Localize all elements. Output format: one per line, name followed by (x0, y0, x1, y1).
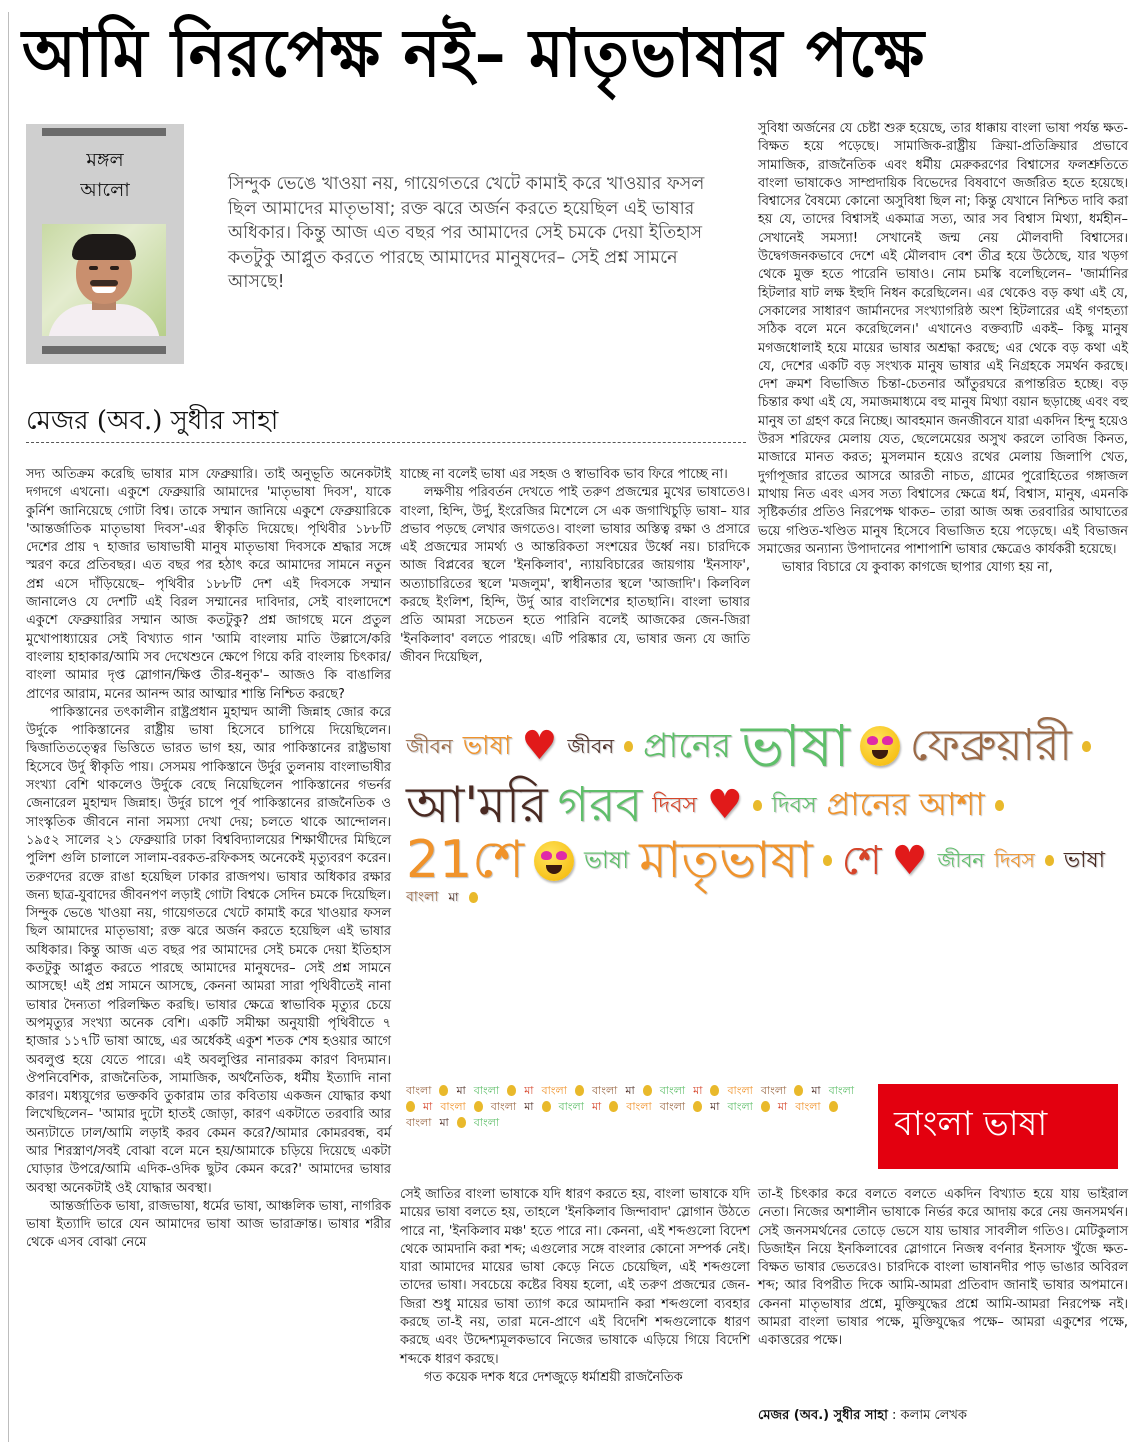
oil-lamp-icon (439, 1085, 448, 1096)
heart-eyes-emoji-icon (860, 726, 900, 766)
word-cloud-word: মাতৃভাষা (639, 831, 813, 890)
author-byline: মেজর (অব.) সুধীর সাহা (26, 406, 279, 436)
oil-lamp-icon (829, 1101, 838, 1112)
word-cloud-small-word: মা (439, 1116, 449, 1129)
word-cloud-small-word: মা (811, 1084, 821, 1097)
word-cloud-word: 21শে (406, 830, 525, 891)
oil-lamp-icon (474, 1101, 483, 1112)
signoff-name: মেজর (অব.) সুধীর সাহা (758, 1408, 888, 1423)
word-cloud-word: ভাষা (1063, 848, 1106, 874)
word-cloud-small-word: বাংলা (626, 1100, 652, 1113)
portrait-mustache (90, 280, 118, 286)
paragraph: পাকিস্তানের তৎকালীন রাষ্ট্রপ্রধান মুহাম্মদ আলী জিন্নাহ জোর করে উর্দুকে পাকিস্তানের রাষ্ট্রীয় ভাষা হিসেবে চাপিয়ে দিয়েছিলেন। দ্বিজাতিতত্ত্বের ভিত্তিতে ভারত ভাগ হয়, আর পাকিস্তানের রাষ্ট্রভাষা হিসেবে উর্দু স্বীকৃতি পায়। সেসময় পাকিস্তানে উর্দুর তুলনায় বাংলাভাষীর সংখ্যা বেশি থাকলেও উর্দুকে বেছে নিয়েছিলেন পাকিস্তানের গভর্নর জেনারেল মুহাম্মদ জিন্নাহ। উর্দুর চাপে পূর্ব পাকিস্তানের রাজনৈতিক ও সাংস্কৃতিক জীবনে নানা সমস্যা দেখা দেয়; চলতে থাকে আন্দোলন। ১৯৫২ সালের ২১ ফেব্রুয়ারি ঢাকা বিশ্ববিদ্যালয়ের শিক্ষার্থীদের মিছিলে পুলিশ গুলি চালালে সালাম-বরকত-রফিকসহ অনেকেই মৃত্যুবরণ করেন। তরুণদের রক্তে রাঙা হয়েছিল ঢাকার রাজপথ। ভাষার অধিকার রক্ষার জন্য ছাত্র-যুবাদের জীবনপণ লড়াই গোটা বিশ্বকে সেদিন চমকে দিয়েছিল। সিন্দুক ভেঙে খাওয়া নয়, গায়েগতরে খেটে কামাই করে খাওয়ার ফসল ছিল আমাদের মাতৃভাষা; রক্ত ঝরে অর্জন করতে হয়েছিল এই ভাষার অধিকার। কিন্তু আজ এত বছর পর আমাদের সেই চমকে দেয়া ইতিহাস কতটুকু আপ্লুত করতে পারছে আমাদের মানুষদের– সেই প্রশ্ন সামনে আসছে! এই প্রশ্ন সামনে আসছে, কেননা আমরা সারা পৃথিবীতেই নানা ভাষার দৈন্যতা পরিলক্ষিত করছি। ভাষার ক্ষেত্রে স্বাভাবিক মৃত্যুর চেয়ে অপমৃত্যুর সংখ্যা অনেক বেশি। একটি সমীক্ষা অনুযায়ী পৃথিবীতে ৭ হাজার ১১৭টি ভাষা আছে, এর অর্ধেকই একুশ শতক শেষ হওয়ার আগে অবলুপ্ত হয়ে যেতে পারে। এই অবলুপ্তির নানারকম কারণ বিদ্যমান। ঔপনিবেশিক, রাজনৈতিক, সামাজিক, অর্থনৈতিক, ধর্মীয় ইত্যাদি নানা কারণ। মধ্যযুগের ভক্তকবি তুকারাম তার কবিতায় একজন যোদ্ধার কথা লিখেছিলেন– 'আমার দুটো হাতই জোড়া, কারণ একটাতে তরবারি আর অন্যটাতে ঢাল/আমি লড়াই করব কেমন করে?/আমার কোমরবন্ধ, বর্ম আর শিরস্ত্রাণ/সবই বোঝা বলে মনে হয়/আমাকে চড়িয়ে দিয়েছে একটা ঘোড়ার উপরে/আমি এদিক-ওদিক ছুটব কেমন করে?' আমাদের ভাষার অবস্থা অনেকটাই ওই যোদ্ধার অবস্থা। (26, 704, 391, 1196)
article-column-3-continued (758, 1186, 1128, 1351)
word-cloud-small-word: বাংলা (490, 1100, 517, 1113)
word-cloud-small-word: বাংলা (406, 1116, 432, 1129)
dashed-divider (26, 442, 746, 443)
author-portrait (42, 224, 166, 336)
word-cloud-small-word: মা (625, 1084, 635, 1097)
badge-bottom-bar (42, 346, 166, 354)
heart-icon: ♥ (706, 782, 743, 829)
article-column-2 (400, 466, 750, 667)
word-cloud-small-word: বাংলা (473, 1084, 500, 1097)
oil-lamp-icon (507, 1085, 516, 1096)
oil-lamp-icon (710, 1085, 719, 1096)
column-name-line-1: মঙ্গল (86, 149, 124, 171)
oil-lamp-icon (753, 800, 762, 811)
word-cloud-small-words (406, 1084, 866, 1176)
word-cloud-word: ভাষা (584, 846, 630, 875)
pull-quote: সিন্দুক ভেঙে খাওয়া নয়, গায়েগতরে খেটে কামাই করে খাওয়ার ফসল ছিল আমাদের মাতৃভাষা; রক্ত ঝরে অর্জন করতে হয়েছিল এই ভাষার অধিকার। কিন্তু আজ এত বছর পর আমাদের সেই চমকে দেয়া ইতিহাস কতটুকু আপ্লুত করতে পারছে আমাদের মানুষদের– সেই প্রশ্ন সামনে আসছে! (228, 174, 705, 292)
word-cloud-word: ভাষা (740, 712, 850, 780)
oil-lamp-icon (823, 855, 832, 866)
badge-top-bar (42, 128, 166, 136)
word-cloud-small-word: বাংলা (473, 1116, 500, 1129)
paragraph: সেই জাতির বাংলা ভাষাকে যদি ধারণ করতে হয়, বাংলা ভাষাকে যদি মায়ের ভাষা বলতে হয়, তাহলে 'ইনকিলাব জিন্দাবাদ' স্লোগান উঠতে পারে না, 'ইনকিলাব মঞ্চ' হতে পারে না। কেননা, এই শব্দগুলো বিদেশ থেকে আমদানি করা শব্দ; এগুলোর সঙ্গে বাংলার কোনো সম্পর্ক নেই। যারা আমাদের মায়ের ভাষা কেড়ে নিতে চেয়েছিল, এই শব্দগুলো তাদের ভাষা। সবচেয়ে কষ্টের বিষয় হলো, এই তরুণ প্রজন্মের জেন-জিরা শুধু মায়ের ভাষা ত্যাগ করে আমদানি করা শব্দগুলো ব্যবহার করছে তা-ই নয়, তারা মনে-প্রাণে এই বিদেশি শব্দগুলোকে ধারণ করছে এবং উদ্দেশ্যমূলকভাবে নিজের ভাষাকে এড়িয়ে গিয়ে বিদেশি শব্দকে ধারণ করছে। (400, 1187, 750, 1367)
portrait-eye (89, 266, 98, 270)
bangla-bhasha-banner (878, 1084, 1118, 1169)
word-cloud-small-word: মা (524, 1084, 534, 1097)
oil-lamp-icon (1082, 741, 1091, 752)
paragraph: আন্তর্জাতিক ভাষা, রাজভাষা, ধর্মের ভাষা, আঞ্চলিক ভাষা, নাগরিক ভাষা ইত্যাদি ভারে যেন আমাদের ভাষা আজ ভারাক্রান্ত। ভাষার শরীর থেকে এসব বোঝা নেমে (26, 1198, 391, 1251)
word-cloud-small-word: বাংলা (541, 1084, 567, 1097)
word-cloud-small-word: বাংলা (659, 1100, 686, 1113)
oil-lamp-icon (575, 1085, 584, 1096)
oil-lamp-icon (794, 1085, 803, 1096)
word-cloud-word: দিবস (652, 792, 697, 818)
word-cloud-word: দিবস (994, 848, 1035, 873)
word-cloud-word: ফেব্রুয়ারী (909, 720, 1072, 772)
paragraph: ভাষার বিচারে যে কুবাক্য কাগজে ছাপার যোগ্য হয় না, (782, 560, 1053, 576)
word-cloud-words (406, 712, 1126, 1076)
paragraph: যাচ্ছে না বলেই ভাষা এর সহজ ও স্বাভাবিক ভাব ফিরে পাচ্ছে না। (400, 467, 728, 482)
word-cloud-word: দিবস (771, 792, 817, 818)
word-cloud-small-word: মা (693, 1084, 703, 1097)
portrait-eye (110, 266, 119, 270)
oil-lamp-icon (761, 1101, 770, 1112)
word-cloud-small-word: বাংলা (406, 1084, 432, 1097)
oil-lamp-icon (542, 1101, 551, 1112)
word-cloud-word: জীবন (567, 733, 615, 758)
paragraph: সদ্য অতিক্রম করেছি ভাষার মাস ফেব্রুয়ারি। তাই অনুভূতি অনেকটাই দগদগে এখনো। একুশে ফেব্রুয়ারি আমাদের 'মাতৃভাষা দিবস', যাকে কুর্নিশ জানিয়েছে গোটা বিশ্ব। তাকে সম্মান জানিয়ে একুশে ফেব্রুয়ারিকে 'আন্তর্জাতিক মাতৃভাষা দিবস'-এর স্বীকৃতি দিয়েছে। পৃথিবীর ১৮৮টি দেশের প্রায় ৭ হাজার ভাষাভাষী মানুষ মাতৃভাষা দিবসকে শ্রদ্ধার সঙ্গে স্মরণ করে প্রতিবছর। এত বছর পর হঠাৎ করে আমাদের সামনে নতুন প্রশ্ন এসে দাঁড়িয়েছে– পৃথিবীর ১৮৮টি দেশ এই দিবসকে সম্মান জানালেও যে দেশটি এই বিরল সম্মানের দাবিদার, সেই বাংলাদেশে একুশে ফেব্রুয়ারির সম্মান আজ কতটুকু? প্রশ্ন জাগছে মনে প্রতুল মুখোপাধ্যায়ের সেই বিখ্যাত গান 'আমি বাংলায় মাতি উল্লাসে/করি বাংলায় হাহাকার/আমি সব দেখেশুনে ক্ষেপে গিয়ে করি বাংলায় চিৎকার/বাংলা আমার দৃপ্ত স্লোগান/ক্ষিপ্ত তীর-ধনুক'– আজও কি বাঙালির প্রাণের আরাম, মনের আনন্দ আর আত্মার শান্তি নিশ্চিত করছে? (26, 467, 391, 702)
oil-lamp-icon (469, 892, 478, 903)
portrait-smile (92, 287, 116, 293)
paragraph: তা-ই চিৎকার করে বলতে বলতে একদিন বিখ্যাত হয়ে যায় ভাইরাল নেতা। নিজের অশালীন ভাষাকে নির্ভর করে আদায় করে নেয় জনসমর্থন। সেই জনসমর্থনের তোড়ে ভেসে যায় ভাষার সাবলীল গতিও। মেটিকুলাস ডিজাইন নিয়ে ইনকিলাবের স্লোগানে নিজস্ব বর্ণনার ইনসাফ খুঁজে ক্ষত-বিক্ষত ভাষার ভেতরেও। চারদিকে বাংলা ভাষানদীর পাড় ভাঙার অবিরল শব্দ; আর বিপরীত দিকে আমি-আমরা প্রতিবাদ জানাই ভাষার অপমানে। কেননা মাতৃভাষার প্রশ্নে, মুক্তিযুদ্ধের প্রশ্নে আমি-আমরা নিরপেক্ষ নই। আমরা বাংলা ভাষার পক্ষে, মুক্তিযুদ্ধের পক্ষে– আমরা একুশের পক্ষে, একাত্তরের পক্ষে। (758, 1187, 1128, 1349)
paragraph: সুবিধা অর্জনের যে চেষ্টা শুরু হয়েছে, তার ধাক্কায় বাংলা ভাষা পর্যন্ত ক্ষত-বিক্ষত হয়ে পড়েছে। সামাজিক-রাষ্ট্রীয় ক্রিয়া-প্রতিক্রিয়ার প্রভাবে সামাজিক, রাজনৈতিক এবং ধর্মীয় মেরুকরণের বিশ্বাসের ফলশ্রুতিতে বাংলা ভাষাকেও সাম্প্রদায়িক বিভেদের বিষবাণে জর্জরিত হতে হয়েছে। বিশ্বাসের বৈষম্যে কোনো অসুবিধা ছিল না; কিন্তু যেখানে নিশ্চিত দাবি করা হয় যে, তাদের বিশ্বাসই একমাত্র সত্য, আর সব বিশ্বাস মিথ্যা, ধর্মহীন– সেখানেই সমস্যা! সেখানেই জন্ম নেয় মৌলবাদী বিশ্বাসের। উদ্বেগজনকভাবে দেশে এই মৌলবাদ বেশ তীব্র হয়ে উঠেছে, যার খড়গ থেকে মুক্ত হতে পারেনি ভাষাও। নোম চমস্কি বলেছিলেন– 'জার্মানির হিটলার ষাট লক্ষ ইহুদি নিধন করেছিলেন। এর থেকেও বড় কথা এই যে, সেকালের সাধারণ জার্মানদের সংখ্যাগরিষ্ঠ অংশ হিটলারের এই গণহত্যা সঠিক বলে মনে করেছিলেন।' এখানেও বক্তব্যটি একই– কিছু মানুষ মগজধোলাই হয়ে মায়ের ভাষার অশ্রদ্ধা করছে; এর থেকে বড় কথা এই যে, দেশের একটি বড় সংখ্যক মানুষ ভাষার এই নিগ্রহকে সমর্থন করছে। দেশ ক্রমশ বিভাজিত চিন্তা-চেতনার আঁতুরঘরে রূপান্তরিত হচ্ছে। বড় চিন্তার কথা এই যে, সমাজমাধ্যমে বহু মানুষ মিথ্যা বয়ান ছড়াচ্ছে এবং বহু মানুষ তা গ্রহণ করে নিচ্ছে। আবহমান জনজীবনে যারা একদিন হিন্দু হয়েও উরস শরিফের মেলায় যেত, ছেলেমেয়ের অসুখ করলে তাবিজ কিনত, মাজারে মানত করত; মুসলমান হয়েও রথের মেলায় জিলাপি খেত, দুর্গাপূজার রাতের আসরে আরতী নাচত, গ্রামের পুরোহিতের গঙ্গাজল মাথায় নিত এবং এসব সত্য বিশ্বাসের ক্ষেত্রে ধর্ম, বিশ্বাস, মানুষ, এমনকি সৃষ্টিকর্তার প্রতিও নিরপেক্ষ থাকত– তারা আজ অন্ধ তরবারির আঘাতের ভয়ে গণ্ডিত-খণ্ডিত মানুষ হিসেবে বিভাজিত হয়ে পড়েছে। এই বিভাজন সমাজের অন্যান্য উপাদানের পাশাপাশি ভাষার ক্ষেত্রেও কার্যকরী হয়েছে। (758, 121, 1128, 557)
oil-lamp-icon (643, 1085, 652, 1096)
banner-text: বাংলা ভাষা (894, 1104, 1048, 1144)
word-cloud-word: মা (448, 890, 459, 905)
word-cloud-word: আ'মরি (406, 775, 548, 834)
word-cloud-small-word: বাংলা (828, 1084, 855, 1097)
oil-lamp-icon (693, 1101, 702, 1112)
word-cloud-small-word: মা (591, 1100, 602, 1113)
word-cloud-word: প্রানের (643, 725, 731, 766)
word-cloud-small-word: মা (710, 1100, 720, 1113)
word-cloud-word: জীবন (406, 733, 453, 758)
oil-lamp-icon (406, 1101, 415, 1112)
oil-lamp-icon (457, 1117, 466, 1128)
word-cloud-word: প্রানের (826, 785, 910, 824)
article-column-2-continued (400, 1186, 750, 1387)
word-cloud-word: বাংলা (406, 888, 439, 905)
word-cloud-small-word: মা (777, 1100, 788, 1113)
word-cloud-small-word: বাংলা (727, 1084, 753, 1097)
column-badge (26, 124, 184, 364)
column-name-line-2: আলো (80, 179, 130, 201)
paragraph: লক্ষণীয় পরিবর্তন দেখতে পাই তরুণ প্রজন্মের মুখের ভাষাতেও। বাংলা, হিন্দি, উর্দু, ইংরেজির মিশেলে সে এক জগাখিচুড়ি ভাষা– যার প্রভাব পড়ছে লেখার জগতেও। বাংলা ভাষার অস্তিত্ব রক্ষা ও প্রসারে এই প্রজন্মের সামর্থ্য ও আন্তরিকতা সংশয়ের উর্ধ্বে নয়। চারদিকে আজ বিপ্লবের স্থলে 'ইনকিলাব', ন্যায়বিচারের জায়গায় 'ইনসাফ', অত্যাচারিতের স্থলে 'মজলুম', স্বাধীনতার স্থলে 'আজাদি'। কিলবিল করছে ইংলিশ, হিন্দি, উর্দু আর বাংলিশের হাতছানি। বাংলা ভাষার প্রতি আমরা সচেতন হতে পারিনি বলেই আজকের জেন-জিরা 'ইনকিলাব' বলতে পারছে। এটি পরিষ্কার যে, ভাষার জন্য যে জাতি জীবন দিয়েছিল, (400, 485, 750, 665)
heart-eyes-emoji-icon (534, 841, 574, 881)
article-column-1 (26, 466, 391, 1253)
word-cloud-small-word: বাংলা (591, 1084, 618, 1097)
signoff-role: কলাম লেখক (900, 1408, 968, 1423)
word-cloud-small-word: বাংলা (659, 1084, 686, 1097)
word-cloud-small-word: মা (524, 1100, 534, 1113)
word-cloud-small-word: বাংলা (558, 1100, 584, 1113)
portrait-hair (72, 234, 136, 260)
article-column-3 (758, 120, 1128, 577)
word-cloud-word: ভাষা (462, 730, 512, 761)
word-cloud-small-word: বাংলা (760, 1084, 787, 1097)
word-cloud-small-word: বাংলা (795, 1100, 821, 1113)
word-cloud-small-word: মা (456, 1084, 466, 1097)
author-signoff (758, 1406, 967, 1427)
oil-lamp-icon (609, 1101, 618, 1112)
word-cloud-word: শে (841, 837, 882, 884)
oil-lamp-icon (1045, 855, 1054, 866)
oil-lamp-icon (995, 800, 1004, 811)
paragraph: গত কয়েক দশক ধরে দেশজুড়ে ধর্মাশ্রয়ী রাজনৈতিক (424, 1369, 683, 1385)
word-cloud-small-word: বাংলা (440, 1100, 466, 1113)
heart-icon: ♥ (891, 837, 928, 884)
word-cloud-word: আশা (919, 785, 985, 824)
word-cloud-word: গরব (557, 776, 643, 833)
word-cloud-image (400, 712, 1132, 1182)
word-cloud-word: জীবন (937, 848, 985, 873)
signoff-separator: : (887, 1408, 901, 1423)
heart-icon: ♥ (521, 723, 558, 770)
page-left-border (8, 12, 9, 1442)
headline: আমি নিরপেক্ষ নই– মাতৃভাষার পক্ষে (22, 14, 926, 92)
oil-lamp-icon (624, 741, 633, 752)
word-cloud-small-word: মা (423, 1100, 433, 1113)
word-cloud-small-word: বাংলা (727, 1100, 753, 1113)
